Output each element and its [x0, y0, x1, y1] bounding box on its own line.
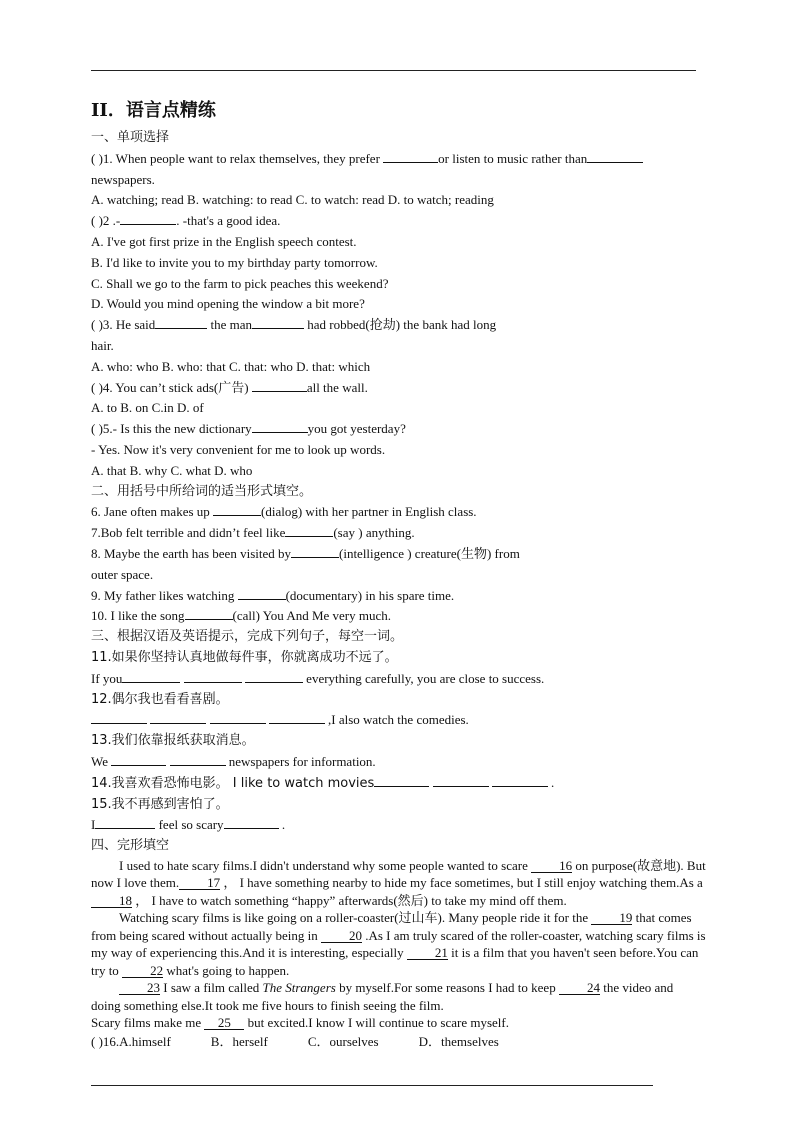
- q1-options: A. watching; read B. watching: to read C. to watch: read D. to watch; reading: [91, 192, 494, 208]
- q15-chinese: 15.我不再感到害怕了。: [91, 796, 229, 812]
- blank[interactable]: [252, 380, 307, 392]
- blank[interactable]: [213, 504, 261, 516]
- blank[interactable]: [91, 712, 147, 724]
- cloze-paragraph-4: Scary films make me 25 but excited.I know I will continue to scare myself.: [91, 1015, 509, 1031]
- part4-heading: 四、完形填空: [91, 838, 170, 854]
- blank-number[interactable]: 18: [91, 894, 132, 908]
- q6: 6. Jane often makes up (dialog) with her partner in English class.: [91, 504, 477, 520]
- q5-answer-line: - Yes. Now it's very convenient for me to look up words.: [91, 441, 386, 457]
- q12-english: ,I also watch the comedies.: [91, 710, 706, 731]
- q12-chinese: 12.偶尔我也看看喜剧。: [91, 691, 229, 707]
- q7: 7.Bob felt terrible and didn’t feel like (say ) anything.: [91, 525, 415, 541]
- blank[interactable]: [587, 151, 643, 163]
- q2-option-d: D. Would you mind opening the window a bit more?: [91, 296, 365, 312]
- blank[interactable]: [245, 671, 303, 683]
- blank-number[interactable]: 20: [321, 929, 362, 943]
- blank[interactable]: [374, 775, 429, 787]
- blank-number[interactable]: 25: [204, 1016, 244, 1030]
- blank-number[interactable]: 23: [119, 981, 160, 995]
- blank[interactable]: [155, 317, 207, 329]
- q13-chinese: 13.我们依靠报纸获取消息。: [91, 733, 255, 749]
- blank[interactable]: [285, 525, 333, 537]
- q1-stem-cont: newspapers.: [91, 171, 155, 187]
- q3-stem: ( )3. He said the man had robbed(抢劫) the bank had long: [91, 317, 497, 333]
- cloze-paragraph-1: I used to hate scary films.I didn't understand why some people wanted to scare 16 on purpose(故意地). But now I love them. 17 ， I have something nearby to hide my face sometimes, but I still enjoy watching them.As a 18 ， I have to watch something “happy” afterwards(然后) to take my mind off them.: [91, 857, 706, 908]
- q5-options: A. that B. why C. what D. who: [91, 462, 253, 478]
- blank[interactable]: [122, 671, 180, 683]
- blank[interactable]: [120, 213, 176, 225]
- blank[interactable]: [224, 817, 279, 829]
- q5-stem: ( )5.- Is this the new dictionary you got yesterday?: [91, 421, 406, 437]
- q3-options: A. who: who B. who: that C. that: who D. that: which: [91, 358, 371, 374]
- blank[interactable]: [269, 712, 325, 724]
- q2-option-b: B. I'd like to invite you to my birthday party tomorrow.: [91, 254, 378, 270]
- q1-stem: ( )1. When people want to relax themselves, they prefer or listen to music rather than: [91, 149, 706, 170]
- blank-number[interactable]: 19: [591, 911, 632, 925]
- blank[interactable]: [95, 817, 155, 829]
- blank[interactable]: [150, 712, 206, 724]
- part3-heading: 三、根据汉语及英语提示，完成下列句子，每空一词。: [91, 629, 404, 645]
- q14: 14.我喜欢看恐怖电影。 I like to watch movies .: [91, 774, 555, 791]
- blank[interactable]: [291, 546, 339, 558]
- bottom-rule: [91, 1085, 653, 1086]
- blank[interactable]: [185, 608, 233, 620]
- blank-number[interactable]: 24: [559, 981, 600, 995]
- q13-english: We newspapers for information.: [91, 753, 376, 769]
- film-title: The Strangers: [262, 980, 336, 996]
- q2-option-c: C. Shall we go to the farm to pick peaches this weekend?: [91, 275, 389, 291]
- q3-stem-cont: hair.: [91, 337, 114, 353]
- q2-stem: ( )2 .- . -that's a good idea.: [91, 213, 281, 229]
- q16: ( )16.A.himself B．herself C．ourselves D．themselves: [91, 1033, 499, 1049]
- worksheet: [91, 96, 706, 1053]
- q11-english: If you everything carefully, you are close to success.: [91, 670, 545, 686]
- cloze-paragraph-3: 23 I saw a film called The Strangers by myself.For some reasons I had to keep 24 the video and doing something else.It took me five hours to finish seeing the film.: [91, 980, 674, 1013]
- q2-option-a: A. I've got first prize in the English speech contest.: [91, 233, 357, 249]
- section-title: II．语言点精练: [91, 100, 216, 121]
- q4-options: A. to B. on C.in D. of: [91, 400, 204, 416]
- q4-stem: ( )4. You can’t stick ads(广告) all the wall.: [91, 379, 368, 395]
- q11-chinese: 11.如果你坚持认真地做每件事，你就离成功不远了。: [91, 649, 398, 665]
- blank[interactable]: [492, 775, 548, 787]
- blank[interactable]: [184, 671, 242, 683]
- q10: 10. I like the song (call) You And Me very much.: [91, 608, 392, 624]
- q9: 9. My father likes watching (documentary) in his spare time.: [91, 587, 455, 603]
- blank[interactable]: [433, 775, 489, 787]
- blank[interactable]: [210, 712, 266, 724]
- blank[interactable]: [252, 317, 304, 329]
- blank[interactable]: [170, 754, 226, 766]
- top-rule: [91, 70, 696, 71]
- blank[interactable]: [252, 421, 308, 433]
- blank-number[interactable]: 21: [407, 946, 448, 960]
- blank[interactable]: [383, 151, 438, 163]
- part2-heading: 二、用括号中所给词的适当形式填空。: [91, 483, 313, 499]
- q15-english: I feel so scary .: [91, 817, 286, 833]
- q8-cont: outer space.: [91, 566, 154, 582]
- part1-heading: 一、单项选择: [91, 130, 170, 145]
- blank-number[interactable]: 16: [531, 859, 572, 873]
- blank-number[interactable]: 22: [122, 964, 163, 978]
- blank[interactable]: [238, 588, 286, 600]
- blank[interactable]: [111, 754, 166, 766]
- q8: 8. Maybe the earth has been visited by (intelligence ) creature(生物) from: [91, 545, 520, 561]
- blank-number[interactable]: 17: [179, 876, 220, 890]
- cloze-paragraph-2: Watching scary films is like going on a roller-coaster(过山车). Many people ride it for the 19 that comes from being scared without actually being in 20 .As I am truly scared of the roller-coaster, watching scary films is my way of experiencing this.And it is interesting, especially 21 it is a film that you haven't seen before.You can try to 22 what's going to happen.: [91, 910, 706, 978]
